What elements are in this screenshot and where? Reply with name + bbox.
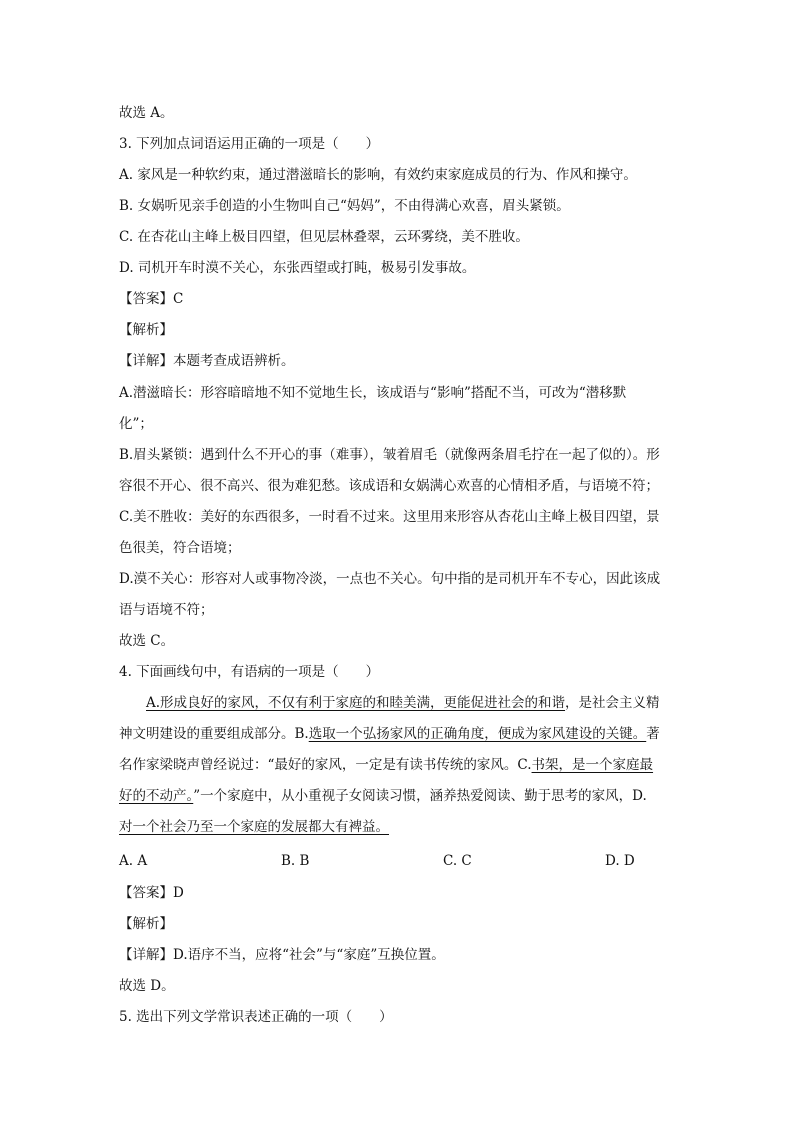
passage-text: ”一个家庭中，从小重视子女阅读习惯，涵养热爱阅读、勤于思考的家风，D. bbox=[193, 788, 647, 804]
choose-line: 故选 A。 bbox=[119, 105, 174, 121]
question-4-passage-line1 bbox=[146, 694, 660, 712]
question-4-option-a: A. A bbox=[119, 853, 148, 869]
underlined-sentence-a: A.形成良好的家风，不仅有利于家庭的和睦美满，更能促进社会的和谐 bbox=[146, 695, 566, 711]
question-3-detail: 【详解】本题考查成语辨析。 bbox=[119, 353, 295, 369]
question-4-option-c: C. C bbox=[443, 853, 472, 869]
question-3-explanation-d-line2: 语与语境不符； bbox=[119, 602, 214, 618]
passage-text: 神文明建设的重要组成部分。B. bbox=[119, 726, 309, 742]
question-3-explanation-c-line1: C.美不胜收：美好的东西很多，一时看不过来。这里用来形容从杏花山主峰上极目四望，景 bbox=[119, 509, 660, 525]
question-4-option-d: D. D bbox=[605, 853, 635, 869]
underlined-sentence-b: 选取一个弘扬家风的正确角度，便成为家风建设的关键。 bbox=[308, 726, 647, 742]
question-3-option-c: C. 在杏花山主峰上极目四望，但见层林叠翠，云环雾绕，美不胜收。 bbox=[119, 229, 529, 245]
question-3-explanation-b-line2: 容很不开心、很不高兴、很为难犯愁。该成语和女娲满心欢喜的心情相矛盾，与语境不符； bbox=[119, 478, 659, 494]
question-4-option-b: B. B bbox=[281, 853, 310, 869]
question-3-stem: 3. 下列加点词语运用正确的一项是（ ） bbox=[119, 136, 380, 152]
question-3-option-a: A. 家风是一种软约束，通过潜滋暗长的影响，有效约束家庭成员的行为、作风和操守。 bbox=[119, 167, 637, 183]
question-3-option-b: B. 女娲听见亲手创造的小生物叫自己“妈妈”，不由得满心欢喜，眉头紧锁。 bbox=[119, 198, 570, 214]
passage-text: 名作家梁晓声曾经说过：“最好的家风，一定是有读书传统的家风。C. bbox=[119, 757, 532, 773]
underlined-sentence-c-part1: 书架，是一个家庭最 bbox=[531, 757, 654, 773]
question-4-analysis-heading: 【解析】 bbox=[119, 916, 173, 932]
question-5-stem: 5. 选出下列文学常识表述正确的一项（ ） bbox=[119, 1009, 393, 1025]
underlined-sentence-d: 对一个社会乃至一个家庭的发展都大有裨益。 bbox=[119, 819, 389, 835]
question-4-detail: 【详解】D.语序不当，应将“社会”与“家庭”互换位置。 bbox=[119, 947, 445, 963]
question-4-stem: 4. 下面画线句中，有语病的一项是（ ） bbox=[119, 664, 380, 680]
passage-text: ，是社会主义精 bbox=[565, 695, 660, 711]
question-4-passage-line3 bbox=[119, 756, 653, 774]
question-3-option-d: D. 司机开车时漠不关心，东张西望或打盹，极易引发事故。 bbox=[119, 260, 476, 276]
question-3-explanation-d-line1: D.漠不关心：形容对人或事物冷淡，一点也不关心。句中指的是司机开车不专心，因此该成 bbox=[119, 571, 661, 587]
question-3-explanation-c-line2: 色很美，符合语境； bbox=[119, 540, 241, 556]
question-4-passage-line5 bbox=[119, 818, 389, 836]
question-3-choose: 故选 C。 bbox=[119, 633, 175, 649]
underlined-sentence-c-part2: 好的不动产。 bbox=[119, 788, 194, 804]
question-3-explanation-b-line1: B.眉头紧锁：遇到什么不开心的事（难事），皱着眉毛（就像两条眉毛拧在一起了似的）。形 bbox=[119, 447, 660, 463]
question-4-choose: 故选 D。 bbox=[119, 978, 175, 994]
question-4-answer: 【答案】D bbox=[119, 885, 184, 901]
question-3-answer: 【答案】C bbox=[119, 291, 184, 307]
question-4-passage-line2 bbox=[119, 725, 660, 743]
question-4-passage-line4 bbox=[119, 787, 647, 805]
passage-text: 著 bbox=[646, 726, 660, 742]
question-3-explanation-a-line1: A.潜滋暗长：形容暗暗地不知不觉地生长，该成语与“影响”搭配不当，可改为“潜移默 bbox=[119, 385, 627, 401]
question-3-analysis-heading: 【解析】 bbox=[119, 322, 173, 338]
question-3-explanation-a-line2: 化”； bbox=[119, 416, 153, 432]
